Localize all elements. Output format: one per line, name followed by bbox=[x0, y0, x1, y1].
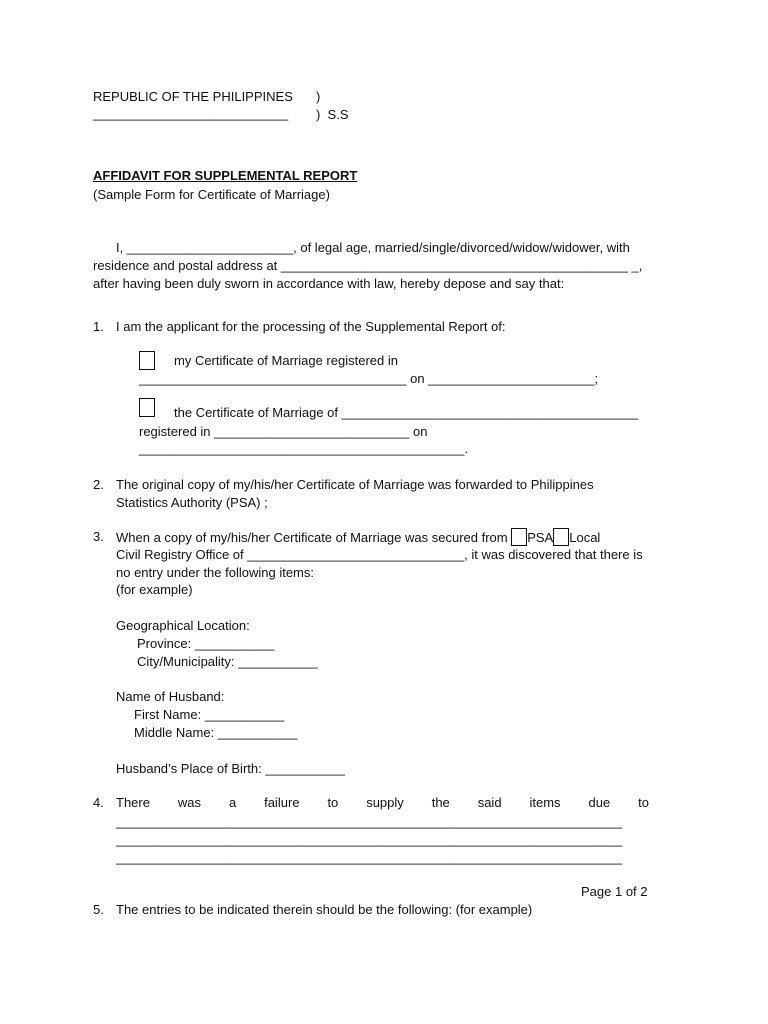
item4-blank-2: ______________________________________________________________________ bbox=[116, 832, 623, 847]
item4-word: the bbox=[431, 795, 450, 810]
local-label: Local bbox=[569, 530, 601, 545]
item4-word: due bbox=[588, 795, 611, 810]
option-a-checkbox[interactable] bbox=[139, 351, 155, 370]
item4-justified-line bbox=[116, 794, 649, 812]
header-ss: ) S.S bbox=[316, 107, 349, 122]
item2-line-1: The original copy of my/his/her Certificate of Marriage was forwarded to Philippines bbox=[116, 477, 594, 492]
option-b-line-3: _____________________________________________. bbox=[139, 441, 468, 456]
item4-word: There bbox=[116, 795, 150, 810]
geo-location-heading: Geographical Location: bbox=[116, 618, 250, 633]
item4-word: a bbox=[228, 795, 237, 810]
item4-word: items bbox=[529, 795, 561, 810]
document-subtitle: (Sample Form for Certificate of Marriage) bbox=[93, 187, 330, 202]
item3-line-1-text: When a copy of my/his/her Certificate of Marriage was secured from bbox=[116, 530, 512, 545]
item4-word: to bbox=[638, 795, 649, 810]
header-paren: ) bbox=[316, 89, 321, 104]
item4-word: said bbox=[477, 795, 502, 810]
option-a-line-1: my Certificate of Marriage registered in bbox=[174, 353, 398, 368]
item4-number: 4. bbox=[93, 795, 104, 810]
document-title: AFFIDAVIT FOR SUPPLEMENTAL REPORT bbox=[93, 168, 358, 183]
item1-text: I am the applicant for the processing of the Supplemental Report of: bbox=[116, 319, 506, 334]
item3-number: 3. bbox=[93, 529, 104, 544]
province-field: Province: ___________ bbox=[137, 636, 275, 651]
intro-line-1: I, _______________________, of legal age, married/single/divorced/widow/widower, with bbox=[116, 240, 630, 255]
option-b-line-2: registered in ___________________________ on bbox=[139, 424, 428, 439]
intro-line-3: after having been duly sworn in accordance with law, hereby depose and say that: bbox=[93, 276, 565, 291]
item4-word: failure bbox=[264, 795, 300, 810]
item3-line-2: Civil Registry Office of ______________________________, it was discovered that there is bbox=[116, 547, 643, 562]
item1-number: 1. bbox=[93, 319, 104, 334]
item4-word: supply bbox=[366, 795, 404, 810]
middle-name-field: Middle Name: ___________ bbox=[134, 725, 298, 740]
item3-line-3: no entry under the following items: bbox=[116, 565, 314, 580]
intro-line-2: residence and postal address at ________________________________________________ _, bbox=[93, 258, 643, 273]
city-field: City/Municipality: ___________ bbox=[137, 654, 318, 669]
item4-word: was bbox=[177, 795, 202, 810]
option-b-checkbox[interactable] bbox=[139, 398, 155, 417]
header-republic: REPUBLIC OF THE PHILIPPINES bbox=[93, 89, 293, 104]
husband-birthplace-field: Husband’s Place of Birth: ___________ bbox=[116, 761, 345, 776]
item2-line-2: Statistics Authority (PSA) ; bbox=[116, 495, 268, 510]
item4-blank-1: ______________________________________________________________________ bbox=[116, 814, 623, 829]
psa-label: PSA bbox=[527, 530, 554, 545]
option-a-line-2: _____________________________________ on _______________________; bbox=[139, 371, 599, 386]
option-b-line-1: the Certificate of Marriage of _________________________________________ bbox=[174, 405, 639, 420]
item3-line-1 bbox=[116, 528, 600, 547]
page-number: Page 1 of 2 bbox=[581, 884, 648, 899]
item4-blank-3: ______________________________________________________________________ bbox=[116, 850, 623, 865]
local-checkbox[interactable] bbox=[553, 528, 569, 546]
psa-checkbox[interactable] bbox=[511, 528, 527, 546]
item4-word: to bbox=[327, 795, 339, 810]
husband-name-heading: Name of Husband: bbox=[116, 689, 225, 704]
header-blank-line: ___________________________ bbox=[93, 106, 289, 121]
item5-number: 5. bbox=[93, 902, 104, 917]
item5-text: The entries to be indicated therein should be the following: (for example) bbox=[116, 902, 533, 917]
first-name-field: First Name: ___________ bbox=[134, 707, 285, 722]
item2-number: 2. bbox=[93, 477, 104, 492]
item3-for-example: (for example) bbox=[116, 582, 193, 597]
